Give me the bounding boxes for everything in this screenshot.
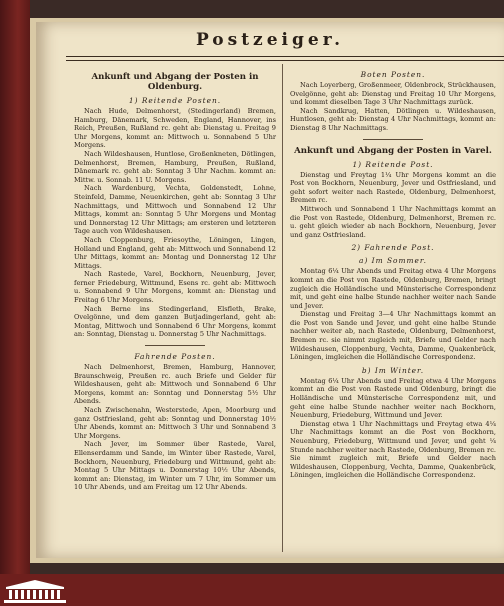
left-column: [74, 66, 276, 492]
section-subheading: 2) Fahrende Post.: [351, 243, 435, 253]
viewer-footer: [0, 574, 504, 606]
paragraph: Montag 6¼ Uhr Abends und Freitag etwa 4 Uhr Morgens kommt an die Post von Rastede, Oldenburg, Bremen, bringt zugleich die Holländische und Münsterische Correspondenz mit, und geht eine halbe Stunde nachher weiter nach Sande und Jever.: [290, 267, 496, 310]
paragraph: Dienstag und Freitag 3—4 Uhr Nachmittags kommt an die Post von Sande und Jever, und geht eine halbe Stunde nachher weiter ab, nach Rastede, Oldenburg, Delmenhorst, Bremen rc. sie nimmt zugleich mit, Briefe und Gelder nach Wildeshausen, Cloppenburg, Vechta, Damme, Quakenbrück, Löningen, imgleichen die Holländische Correspondenz.: [290, 310, 496, 362]
section-subheading: Boten Posten.: [360, 70, 426, 79]
left-heading: Ankunft und Abgang der Posten in Oldenburg.: [91, 72, 259, 92]
column-divider: [282, 64, 283, 552]
section-subheading: Fahrende Posten.: [134, 352, 216, 362]
paragraph: Montag 6¼ Uhr Abends und Freitag etwa 4 Uhr Morgens kommt an die Post von Rastede und Oldenburg, bringt die Holländische und Münsterische Correspondenz mit, und geht eine halbe Stunde nachher weiter nach Bockhorn, Neuenburg, Friedeburg, Wittmund und Jever.: [290, 376, 496, 420]
paragraph: Nach Delmenhorst, Bremen, Hamburg, Hannover, Braunschweig, Preußen rc. auch Briefe und Gelder für Wildeshausen, geht ab: Mittwoch und Sonnabend 6 Uhr Morgens, kommt an: Sonntag und Donnerstag 5½ Uhr Abends.: [74, 363, 276, 406]
paragraph: Nach Sandkrug, Hatten, Dötlingen u. Wildeshausen, Huntlosen, geht ab: Dienstag 4 Uhr Nachmittags, kommt an: Dienstag 8 Uhr Nachmittags.: [290, 106, 496, 132]
paragraph: Nach Cloppenburg, Friesoythe, Löningen, Lingen, Holland und England, geht ab: Mittwoch und Sonnabend 12 Uhr Mittags, kommt an: Montag und Donnerstag 12 Uhr Mittags.: [74, 235, 276, 270]
section-divider: [363, 139, 423, 140]
paragraph: Nach Jever, im Sommer über Rastede, Varel, Ellenserdamm und Sande, im Winter über Rastede, Varel, Bockhorn, Neuenburg, Friedeburg und Wittmund, geht ab: Montag 5 Uhr Mittags u. Donnerstag 10½ Uhr Abends, kommt an: Dienstag, im Winter um 7 Uhr, im Sommer um 10 Uhr Abends, und am Freitag um 12 Uhr Abends.: [74, 440, 276, 492]
library-logo-icon: [4, 578, 66, 604]
paragraph: Dienstag etwa 1 Uhr Nachmittags und Freytag etwa 4¼ Uhr Nachmittags kommt an die Post von Bockhorn, Neuenburg, Friedeburg, Wittmund und Jever, und geht ¼ Stunde nachher weiter nach Rastede, Oldenburg, Bremen rc. Sie nimmt zugleich mit, Briefe und Gelder nach Wildeshausen, Cloppenburg, Vechta, Damme, Quakenbrück, Löningen, imgleichen die Holländische Correspondenz.: [290, 419, 496, 480]
paragraph: Nach Loyerberg, Großenmeer, Oldenbrock, Strückhausen, Ovelgönne, geht ab: Dienstag und Freitag 10 Uhr Morgens, und kommt dieselben Tage 3 Uhr Nachmittags zurück.: [290, 81, 496, 107]
paragraph: Nach Rastede, Varel, Bockhorn, Neuenburg, Jever, ferner Friedeburg, Wittmund, Esens rc. geht ab: Mittwoch u. Sonnabend 9 Uhr Morgens, kommt an: Dienstag und Freitag 6 Uhr Morgens.: [74, 270, 276, 305]
page-title: Postzeiger.: [195, 30, 345, 50]
right-column: [290, 66, 496, 480]
paragraph: Nach Wardenburg, Vechta, Goldenstedt, Lohne, Steinfeld, Damme, Neuenkirchen, geht ab: Sonntag 3 Uhr Nachmittags, und Mittwoch und Sonnabend 12 Uhr Mittags, kommt an: Sonntag 5 Uhr Morgens und Montag und Donnerstag 12 Uhr Mittags; am ersteren und letzteren Tage auch von Wildeshausen.: [74, 184, 276, 236]
section-divider: [145, 345, 205, 346]
paragraph: Nach Wildeshausen, Huntlose, Großenkneten, Dötlingen, Delmenhorst, Bremen, Hamburg, Preußen, Rußland, Dänemark rc. geht ab: Sonntag 3 Uhr Nachm. kommt an: Mittw. u. Sonnab. 11 U. Morgens.: [74, 149, 276, 184]
section-subheading: a) Im Sommer.: [359, 256, 427, 266]
section-subheading: 1) Reitende Posten.: [128, 96, 222, 105]
right-heading: Ankunft und Abgang der Posten in Varel.: [294, 145, 492, 156]
paragraph: Nach Zwischenahn, Westerstede, Apen, Moorburg und ganz Ostfriesland, geht ab: Sonntag und Donnerstag 10½ Uhr Abends, kommt an: Mittwoch 3 Uhr und Sonnabend 3 Uhr Morgens.: [74, 406, 276, 440]
paragraph: Nach Berne ins Stedingerland, Elsfleth, Brake, Ovelgönne, und dem ganzen Butjadingerland, geht ab: Montag, Mittwoch und Sonnabend 6 Uhr Morgens, kommt an: Sonntag, Dienstag u. Donnerstag 5 Uhr Nachmittags.: [74, 304, 276, 339]
book-cover-edge: [0, 0, 30, 574]
paragraph: Dienstag und Freytag 1¼ Uhr Morgens kommt an die Post von Bockhorn, Neuenburg, Jever und Ostfriesland, und geht sofort weiter nach Rastede, Oldenburg, Delmenhorst, Bremen rc.: [290, 170, 496, 205]
header-rule: [66, 56, 504, 61]
section-subheading: b) Im Winter.: [361, 365, 425, 375]
document-page: [36, 22, 504, 558]
section-subheading: 1) Reitende Post.: [352, 159, 434, 169]
paragraph: Mittwoch und Sonnabend 1 Uhr Nachmittags kommt an die Post von Rastede, Oldenburg, Delmenhorst, Bremen rc. u. geht gleich wieder ab nach Bockhorn, Neuenburg, Jever und ganz Ostfriesland.: [290, 204, 496, 239]
paragraph: Nach Hude, Delmenhorst, (Stedingerland) Bremen, Hamburg, Dänemark, Schweden, England, Hannover, ins Reich, Preußen, Rußland rc. geht ab: Dienstag u. Freitag 9 Uhr Morgens, kommt an: Mittwoch u. Sonnabend 5 Uhr Morgens.: [74, 107, 276, 150]
